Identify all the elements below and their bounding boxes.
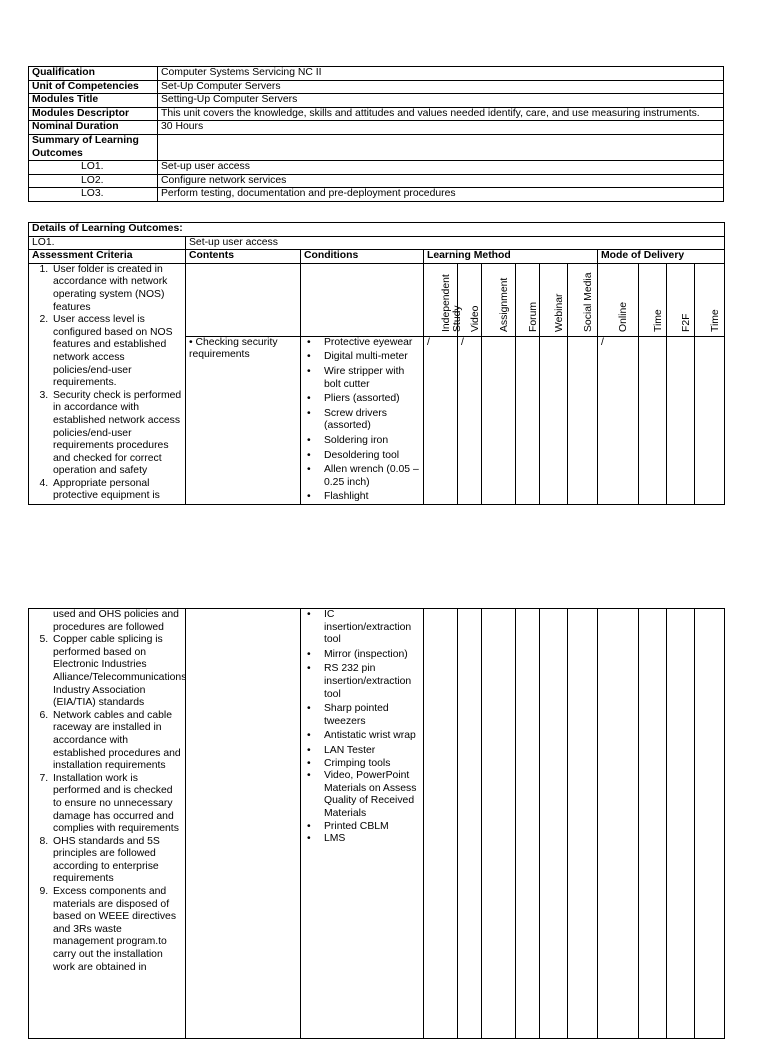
list-item: • RS 232 pin insertion/extraction tool: [320, 663, 420, 701]
col-time: Time: [639, 263, 667, 336]
mark-online: /: [598, 336, 639, 504]
table-row: [29, 67, 724, 81]
list-item: 4. Appropriate personal protective equipment is: [51, 478, 182, 503]
assessment-criteria-cell: [29, 263, 186, 504]
row-label: Qualification: [29, 67, 158, 81]
table-row: [29, 263, 725, 336]
empty-cell: [540, 609, 568, 1039]
empty-cell: [516, 609, 540, 1039]
contents-cell: [186, 609, 301, 1039]
row-value: Computer Systems Servicing NC II: [158, 67, 724, 81]
header-assessment-criteria: Assessment Criteria: [29, 250, 186, 264]
col-assignment: Assignment: [482, 263, 516, 336]
criteria-continued: used and OHS policies and procedures are followed: [53, 609, 179, 633]
lo-text: Set-up user access: [158, 161, 724, 175]
list-item: • Crimping tools: [320, 758, 420, 771]
list-item: • Desoldering tool: [320, 450, 420, 463]
empty-cell: [667, 336, 695, 504]
row-value: [158, 134, 724, 160]
empty-cell: [424, 609, 458, 1039]
empty-cell: [667, 609, 695, 1039]
contents-cell: [186, 263, 301, 336]
lo-code: LO1.: [29, 236, 186, 250]
header-mode-of-delivery: Mode of Delivery: [598, 250, 725, 264]
table-row: [29, 236, 725, 250]
list-item: 3. Security check is performed in accordance with established network access policies/end-user requirements procedures and checked for correct operation and safety: [51, 390, 182, 478]
col-f2f: F2F: [667, 263, 695, 336]
list-item: • LAN Tester: [320, 745, 420, 758]
table-row: [29, 94, 724, 108]
list-item: 9. Excess components and materials are disposed of based on WEEE directives and 3Rs waste management program.to carry out the installation work are obtained in: [51, 886, 182, 974]
list-item: 2. User access level is configured based on NOS features and established network access policies/end-user requirements.: [51, 314, 182, 390]
summary-table: [28, 66, 724, 202]
empty-cell: [695, 609, 725, 1039]
table-row: [29, 174, 724, 188]
table-header-row: [29, 250, 725, 264]
list-item: • Sharp pointed tweezers: [320, 703, 420, 728]
conditions-cell: [301, 263, 424, 336]
conditions-cell: [301, 336, 424, 504]
list-item: • Pliers (assorted): [320, 393, 420, 406]
list-item: • Soldering iron: [320, 435, 420, 448]
row-label: Unit of Competencies: [29, 80, 158, 94]
table-row: [29, 80, 724, 94]
list-item: 7. Installation work is performed and is checked to ensure no unnecessary damage has occurred and complies with requirements: [51, 773, 182, 836]
table-row: [29, 107, 724, 121]
lo-text: Perform testing, documentation and pre-deployment procedures: [158, 188, 724, 202]
col-social-media: Social Media: [568, 263, 598, 336]
col-online: Online: [598, 263, 639, 336]
empty-cell: [598, 609, 639, 1039]
table-row: [29, 188, 724, 202]
list-item: • Wire stripper with bolt cutter: [320, 366, 420, 391]
lo-text: Configure network services: [158, 174, 724, 188]
col-time: Time: [695, 263, 725, 336]
list-item: • Screw drivers (assorted): [320, 408, 420, 433]
details-table-continued: [28, 608, 725, 1039]
list-item: • Mirror (inspection): [320, 649, 420, 662]
empty-cell: [695, 336, 725, 504]
list-item: 5. Copper cable splicing is performed based on Electronic Industries Alliance/Telecommunications Industry Association (EIA/TIA) standards: [51, 634, 182, 710]
row-label: Modules Descriptor: [29, 107, 158, 121]
empty-cell: [568, 336, 598, 504]
table-row: [29, 121, 724, 135]
lo-code: LO1.: [29, 161, 158, 175]
lo-code: LO2.: [29, 174, 158, 188]
list-item: • Protective eyewear: [320, 337, 420, 350]
col-video: Video: [458, 263, 482, 336]
row-value: Setting-Up Computer Servers: [158, 94, 724, 108]
table-row: [29, 609, 725, 1039]
details-table: [28, 222, 725, 505]
list-item: • Video, PowerPoint Materials on Assess Quality of Received Materials: [320, 770, 420, 820]
list-item: 8. OHS standards and 5S principles are followed according to enterprise requirements: [51, 836, 182, 886]
row-value: 30 Hours: [158, 121, 724, 135]
list-item: • IC insertion/extraction tool: [320, 609, 420, 647]
lo-text: Set-up user access: [186, 236, 725, 250]
details-title: Details of Learning Outcomes:: [29, 223, 725, 237]
header-conditions: Conditions: [301, 250, 424, 264]
row-label: Summary of Learning Outcomes: [29, 134, 158, 160]
list-item: 1. User folder is created in accordance with network operating system (NOS) features: [51, 264, 182, 314]
list-item: • Printed CBLM: [320, 821, 420, 834]
assessment-criteria-cell: [29, 609, 186, 1039]
empty-cell: [458, 609, 482, 1039]
content-item: • Checking security requirements: [186, 336, 301, 504]
header-learning-method: Learning Method: [424, 250, 598, 264]
empty-cell: [540, 336, 568, 504]
mark-video: /: [458, 336, 482, 504]
list-item: • Antistatic wrist wrap: [320, 730, 420, 743]
empty-cell: [516, 336, 540, 504]
row-value: This unit covers the knowledge, skills and attitudes and values needed identify, care, and use measuring instruments.: [158, 107, 724, 121]
table-row: [29, 134, 724, 160]
empty-cell: [482, 609, 516, 1039]
row-label: Nominal Duration: [29, 121, 158, 135]
lo-code: LO3.: [29, 188, 158, 202]
list-item: • Flashlight: [320, 491, 420, 504]
table-row: [29, 223, 725, 237]
row-value: Set-Up Computer Servers: [158, 80, 724, 94]
empty-cell: [639, 609, 667, 1039]
conditions-cell: [301, 609, 424, 1039]
row-label: Modules Title: [29, 94, 158, 108]
empty-cell: [568, 609, 598, 1039]
list-item: • Digital multi-meter: [320, 351, 420, 364]
empty-cell: [482, 336, 516, 504]
list-item: • LMS: [320, 833, 420, 846]
empty-cell: [639, 336, 667, 504]
col-webinar: Webinar: [540, 263, 568, 336]
table-row: [29, 161, 724, 175]
mark-independent-study: /: [424, 336, 458, 504]
list-item: 6. Network cables and cable raceway are installed in accordance with established procedures and installation requirements: [51, 710, 182, 773]
col-forum: Forum: [516, 263, 540, 336]
col-independent-study: Independent Study: [424, 263, 458, 336]
header-contents: Contents: [186, 250, 301, 264]
list-item: • Allen wrench (0.05 – 0.25 inch): [320, 464, 420, 489]
